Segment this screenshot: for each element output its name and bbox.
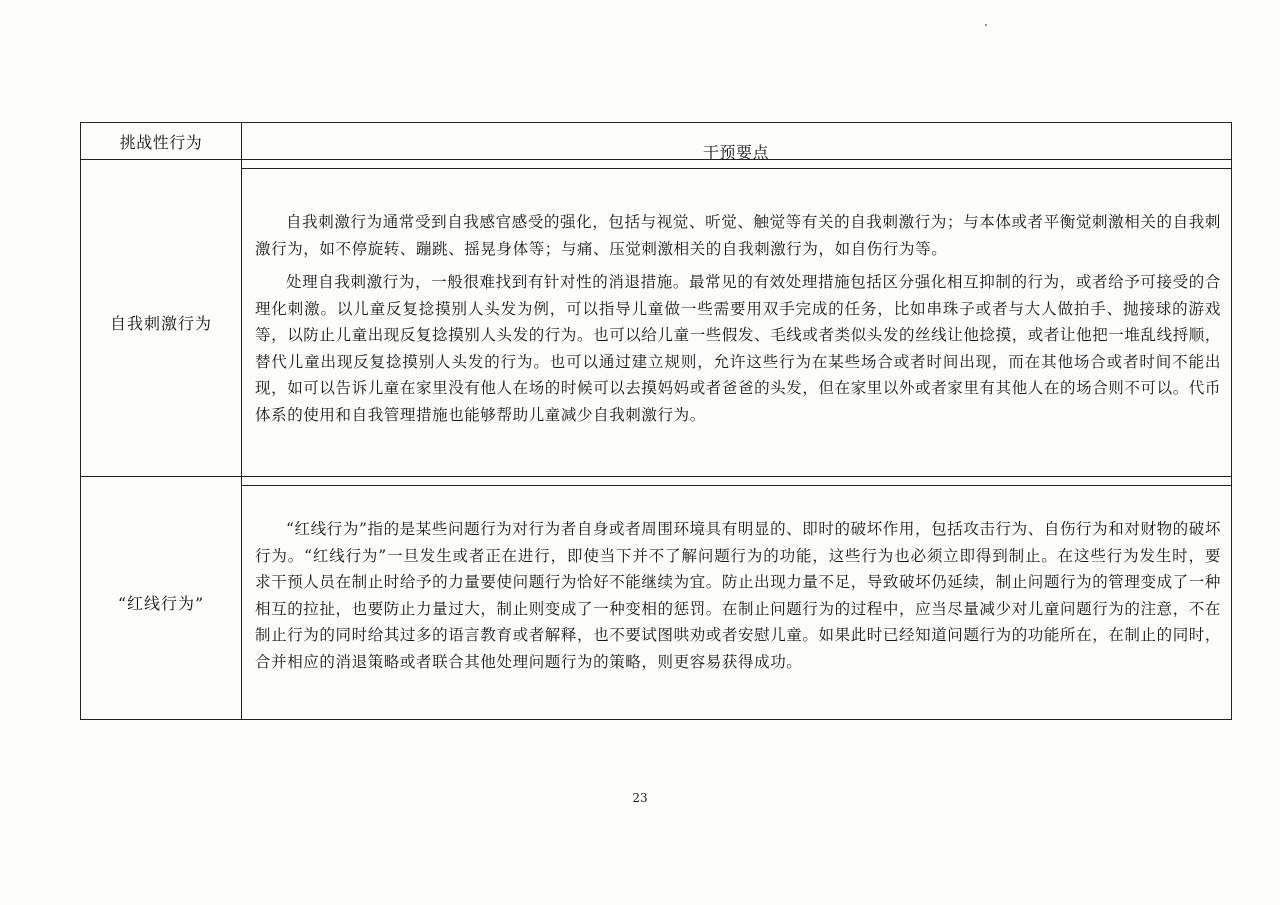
row-label-self-stimulation: 自我刺激行为 — [109, 314, 212, 333]
column-divider — [241, 123, 242, 719]
paragraph: “红线行为”指的是某些问题行为对行为者自身或者周围环境具有明显的、即时的破坏作用，包括攻击行为、自伤行为和对财物的破坏行为。“红线行为”一旦发生或者正在进行，即使当下并不了解问题行为的功能，这些行为也必须立即得到制止。在这些行为发生时，要求干预人员在制止时给予的力量要使问题行为恰好不能继续为宜。防止出现力量不足，导致破坏仍延续，制止问题行为的管理变成了一种相互的拉扯，也要防止力量过大，制止则变成了一种变相的惩罚。在制止问题行为的过程中，应当尽量减少对儿童问题行为的注意，不在制止行为的同时给其过多的语言教育或者解释，也不要试图哄劝或者安慰儿童。如果此时已经知道问题行为的功能所在，在制止的同时，合并相应的消退策略或者联合其他处理问题行为的策略，则更容易获得成功。 — [255, 520, 1222, 671]
paragraph: 处理自我刺激行为，一般很难找到有针对性的消退措施。最常见的有效处理措施包括区分强化相互抑制的行为，或者给予可接受的合理化刺激。以儿童反复捻摸别人头发为例，可以指导儿童做一些需要用双手完成的任务，比如串珠子或者与大人做拍手、抛接球的游戏等，以防止儿童出现反复捻摸别人头发的行为。也可以给儿童一些假发、毛线或者类似头发的丝线让他捻摸，或者让他把一堆乱线捋顺，替代儿童出现反复捻摸别人头发的行为。也可以通过建立规则，允许这些行为在某些场合或者时间出现，而在其他场合或者时间不能出现，如可以告诉儿童在家里没有他人在场的时候可以去摸妈妈或者爸爸的头发，但在家里以外或者家里有其他人在的场合则不可以。代币体系的使用和自我管理措施也能够帮助儿童减少自我刺激行为。 — [255, 273, 1222, 424]
row-divider — [81, 476, 1231, 477]
row-label-red-line: “红线行为” — [117, 594, 205, 613]
row-content-red-line — [255, 516, 1221, 682]
row-content-self-stimulation — [255, 209, 1221, 435]
paragraph: 自我刺激行为通常受到自我感官感受的强化，包括与视觉、听觉、触觉等有关的自我刺激行为；与本体或者平衡觉刺激相关的自我刺激行为，如不停旋转、蹦跳、摇晃身体等；与痛、压觉刺激相关的自我刺激行为，如自伤行为等。 — [255, 213, 1221, 258]
header-behavior: 挑战性行为 — [119, 132, 203, 152]
header-intervention: 干预要点 — [702, 142, 769, 162]
scan-speck — [985, 24, 987, 26]
page-number: 23 — [632, 791, 648, 805]
row-double-line — [241, 485, 1231, 486]
intervention-table — [80, 122, 1232, 720]
